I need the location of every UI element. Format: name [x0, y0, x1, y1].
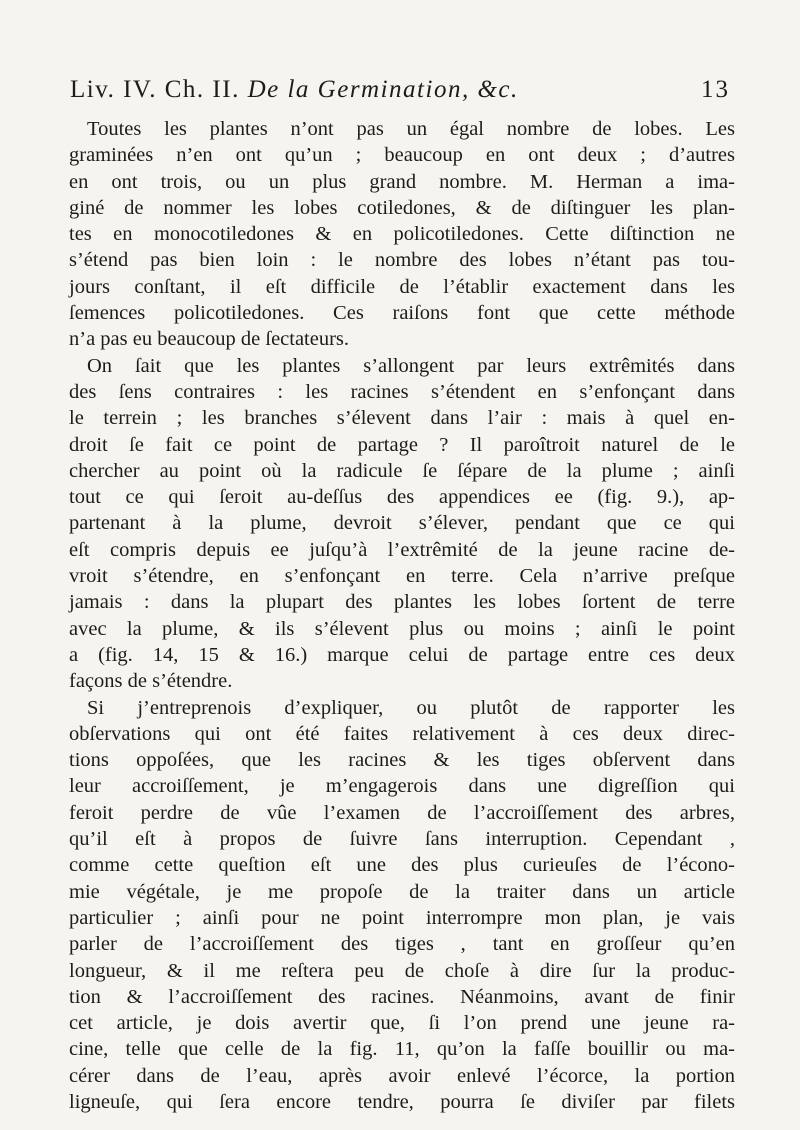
page-number: 13 [701, 76, 730, 103]
text-line: s’étend pas bien loin : le nombre des lobes n’étant pas tou- [69, 249, 735, 272]
text-line: tout ce qui ſeroit au-deſſus des appendices ee (fig. 9.), ap- [69, 486, 735, 509]
text-line: leur accroiſſement, je m’engagerois dans une digreſſion qui [69, 775, 735, 798]
text-line: comme cette queſtion eſt une des plus curieuſes de l’écono- [69, 854, 735, 877]
text-line: vroit s’étendre, en s’enfonçant en terre. Cela n’arrive preſque [69, 565, 735, 588]
text-line: cérer dans de l’eau, après avoir enlevé l’écorce, la portion [69, 1064, 735, 1087]
text-line: chercher au point où la radicule ſe ſépare de la plume ; ainſi [69, 459, 735, 482]
text-line: parler de l’accroiſſement des tiges , tant en groſſeur qu’en [69, 933, 735, 956]
text-line: tions oppoſées, que les racines & les tiges obſervent dans [69, 749, 735, 772]
text-line: avec la plume, & ils s’élevent plus ou moins ; ainſi le point [69, 617, 735, 640]
text-line: n’a pas eu beaucoup de ſectateurs. [69, 328, 350, 351]
text-line: longueur, & il me reſtera peu de choſe à dire ſur la produc- [69, 959, 735, 982]
text-line: tion & l’accroiſſement des racines. Néanmoins, avant de finir [69, 985, 735, 1008]
text-line: tes en monocotiledones & en policotiledones. Cette diſtinction ne [69, 223, 735, 246]
text-line: cine, telle que celle de la fig. 11, qu’on la faſſe bouillir ou ma- [69, 1038, 735, 1061]
text-line: cet article, je dois avertir que, ſi l’on prend une jeune ra- [69, 1012, 735, 1035]
running-header [70, 76, 730, 110]
book-chapter-label: Liv. IV. Ch. II. [70, 76, 240, 103]
text-line: des ſens contraires : les racines s’étendent en s’enfonçant dans [69, 380, 735, 403]
text-line: le terrein ; les branches s’élevent dans l’air : mais à quel en- [69, 407, 735, 430]
text-line: jamais : dans la plupart des plantes les lobes ſortent de terre [69, 591, 735, 614]
chapter-title: De la Germination, &c. [247, 76, 519, 103]
text-line: feroit perdre de vûe l’examen de l’accroiſſement des arbres, [69, 801, 735, 824]
text-line: giné de nommer les lobes cotiledones, & de diſtinguer les plan- [69, 196, 735, 219]
text-line: qu’il eſt à propos de ſuivre ſans interruption. Cependant , [69, 828, 735, 851]
text-line: a (fig. 14, 15 & 16.) marque celui de partage entre ces deux [69, 643, 735, 666]
text-line: ſemences policotiledones. Ces raiſons font que cette méthode [69, 302, 735, 325]
text-line: façons de s’étendre. [69, 670, 233, 693]
text-line: jours conſtant, il eſt difficile de l’établir exactement dans les [69, 275, 735, 298]
text-line: particulier ; ainſi pour ne point interrompre mon plan, je vais [69, 906, 735, 929]
text-line: Toutes les plantes n’ont pas un égal nombre de lobes. Les [87, 118, 735, 140]
text-line: ligneuſe, qui ſera encore tendre, pourra ſe diviſer par filets [69, 1090, 735, 1113]
text-line: obſervations qui ont été faites relativement à ces deux direc- [69, 722, 735, 745]
text-line: en ont trois, ou un plus grand nombre. M. Herman a ima- [69, 170, 735, 193]
running-title [70, 76, 519, 104]
text-line: partenant à la plume, devroit s’élever, pendant que ce qui [69, 512, 735, 535]
text-line: On ſait que les plantes s’allongent par leurs extrêmités dans [87, 354, 735, 377]
body-text [69, 116, 735, 1115]
text-line: eſt compris depuis ee juſqu’à l’extrêmité de la jeune racine de- [69, 538, 735, 561]
text-line: Si j’entreprenois d’expliquer, ou plutôt de rapporter les [87, 696, 735, 719]
text-line: mie végétale, je me propoſe de la traiter dans un article [69, 880, 735, 903]
text-line: droit ſe fait ce point de partage ? Il paroîtroit naturel de le [69, 433, 735, 456]
text-line: graminées n’en ont qu’un ; beaucoup en ont deux ; d’autres [69, 144, 735, 167]
